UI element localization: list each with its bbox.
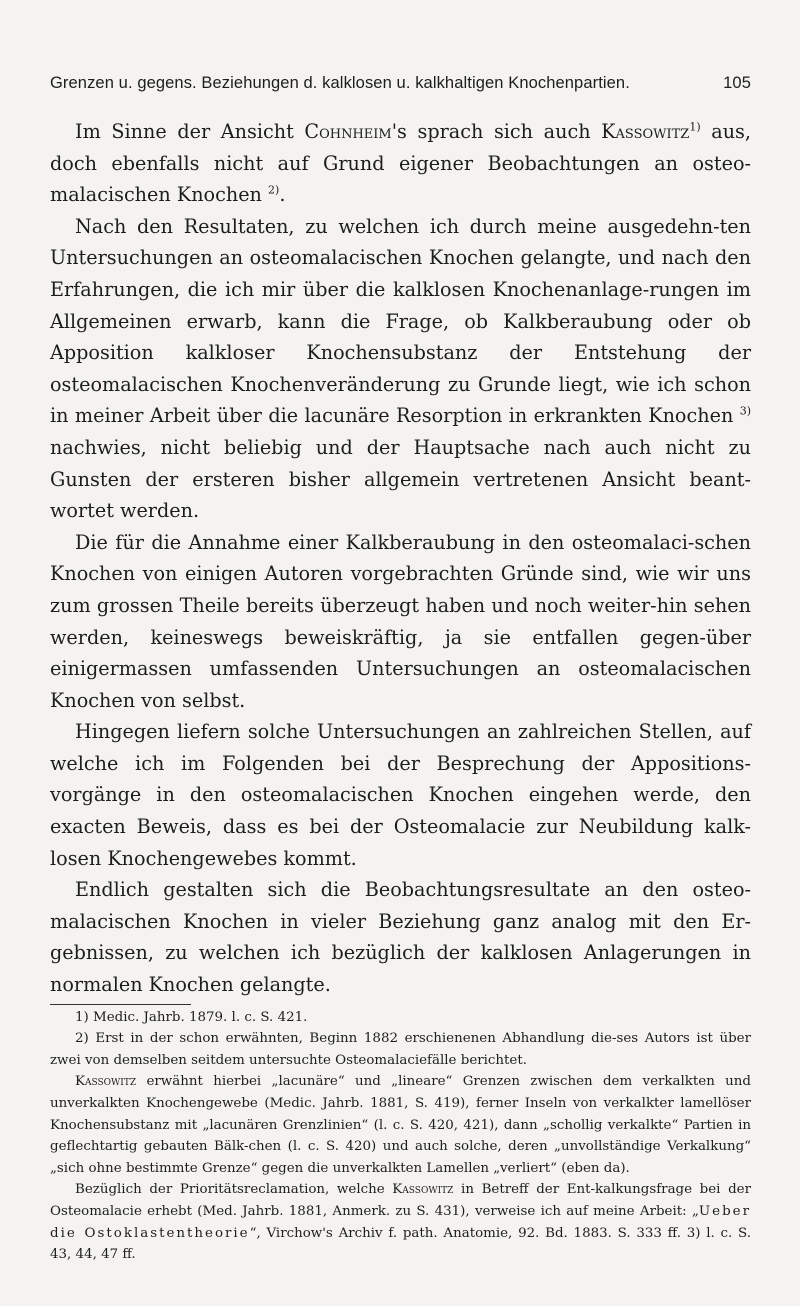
text-run: nachwies, nicht beliebig und der Hauptsache nach auch nicht zu Gunsten der ersteren bisher allgemein vertretenen Ansicht beant-wortet werden.	[50, 435, 751, 523]
text-run: erwähnt hierbei „lacunäre“ und „lineare“ Grenzen zwischen dem verkalkten und unverkalkten Knochengewebe (Medic. Jahrb. 1881, S. 419), ferner Inseln von verkalkter lamellöser Knochensubstanz mit „lacunären Grenzlinien“ (l. c. S. 420, 421), dann „schollig verkalkte“ Partien in geflechtartig gebauten Bälk-chen (l. c. S. 420) und auch solche, deren „unvollständige Verkalkung“ „sich ohne bestimmte Grenze“ gegen die unverkalkten Lamellen „verliert“ (eben da).	[50, 1074, 751, 1176]
paragraph-3: Die für die Annahme einer Kalkberaubung in den osteomalaci-schen Knochen von einigen Autoren vorgebrachten Gründe sind, wie wir uns zum grossen Theile bereits überzeugt haben und noch weiter-hin sehen werden, keineswegs beweiskräftig, ja sie entfallen gegen-über einigermassen umfassenden Untersuchungen an osteomalacischen Knochen von selbst.	[50, 530, 751, 712]
text-run: Nach den Resultaten, zu welchen ich durch meine ausgedehn-ten Untersuchungen an osteomalacischen Knochen gelangte, und nach den Erfahrungen, die ich mir über die kalklosen Knochenanlage-rungen im Allgemeinen erwarb, kann die Frage, ob Kalkberaubung oder ob Apposition kalkloser Knochensubstanz der Entstehung der osteomalacischen Knochenveränderung zu Grunde liegt, wie ich schon in meiner Arbeit über die lacunäre Resorption in erkrankten Knochen	[50, 214, 751, 428]
text-run: .	[279, 183, 286, 207]
running-header	[50, 74, 751, 93]
paragraph-4: Hingegen liefern solche Untersuchungen an zahlreichen Stellen, auf welche ich im Folgenden bei der Besprechung der Appositions-vorgänge in den osteomalacischen Knochen eingehen werde, den exacten Beweis, dass es bei der Osteomalacie zur Neubildung kalk-losen Knochengewebes kommt.	[50, 720, 751, 870]
footnote-4	[50, 1179, 751, 1265]
footnote-ref-2: 2)	[268, 183, 280, 197]
page-number: 105	[723, 74, 751, 92]
text-run: “, Virchow's Archiv f. path. Anatomie, 92. Bd. 1883. S. 333 ff. 3) l. c. S. 43, 44, 47 ff.	[50, 1225, 751, 1263]
author-name-cohnheim: Cohnheim	[304, 120, 392, 143]
footnote-1: 1) Medic. Jahrb. 1879. l. c. S. 421.	[75, 1009, 308, 1025]
author-name-kassowitz: Kassowitz	[601, 120, 690, 143]
text-run: aus, doch ebenfalls nicht auf Grund eigener Beobachtungen an osteo-malacischen Knochen	[50, 120, 752, 207]
author-name-kassowitz: Kassowitz	[392, 1182, 454, 1198]
paragraph-1	[50, 116, 751, 211]
footnotes	[50, 1007, 751, 1266]
paragraph-5: Endlich gestalten sich die Beobachtungsresultate an den osteo-malacischen Knochen in vieler Beziehung ganz analog mit den Er-gebnissen, zu welchen ich bezüglich der kalklosen Anlagerungen in normalen Knochen gelangte.	[50, 878, 751, 997]
text-run: in Betreff der Ent-kalkungsfrage bei der Osteomalacie erhebt (Med. Jahrb. 1881, Anmerk. zu S. 431), verweise ich auf meine Arbeit: „	[50, 1182, 751, 1219]
footnote-ref-3: 3)	[739, 404, 751, 418]
cited-title: Ueber die Ostoklastentheorie	[50, 1203, 751, 1241]
text-run: Im Sinne der Ansicht	[75, 120, 305, 143]
running-title: Grenzen u. gegens. Beziehungen d. kalklosen u. kalkhaltigen Knochenpartien.	[50, 74, 630, 92]
footnote-3	[50, 1071, 751, 1179]
author-name-kassowitz: Kassowitz	[75, 1074, 137, 1090]
footnote-2: 2) Erst in der schon erwähnten, Beginn 1882 erschienenen Abhandlung die-ses Autors ist über zwei von demselben seitdem untersuchte Osteomalaciefälle berichtet.	[50, 1031, 751, 1068]
paragraph-2	[50, 211, 751, 527]
footnote-ref-1: 1)	[689, 120, 701, 134]
main-text	[50, 116, 751, 1266]
text-run: Bezüglich der Prioritätsreclamation, welche	[75, 1182, 393, 1198]
text-run: 's sprach sich auch	[391, 120, 602, 143]
footnote-divider	[50, 1004, 191, 1005]
